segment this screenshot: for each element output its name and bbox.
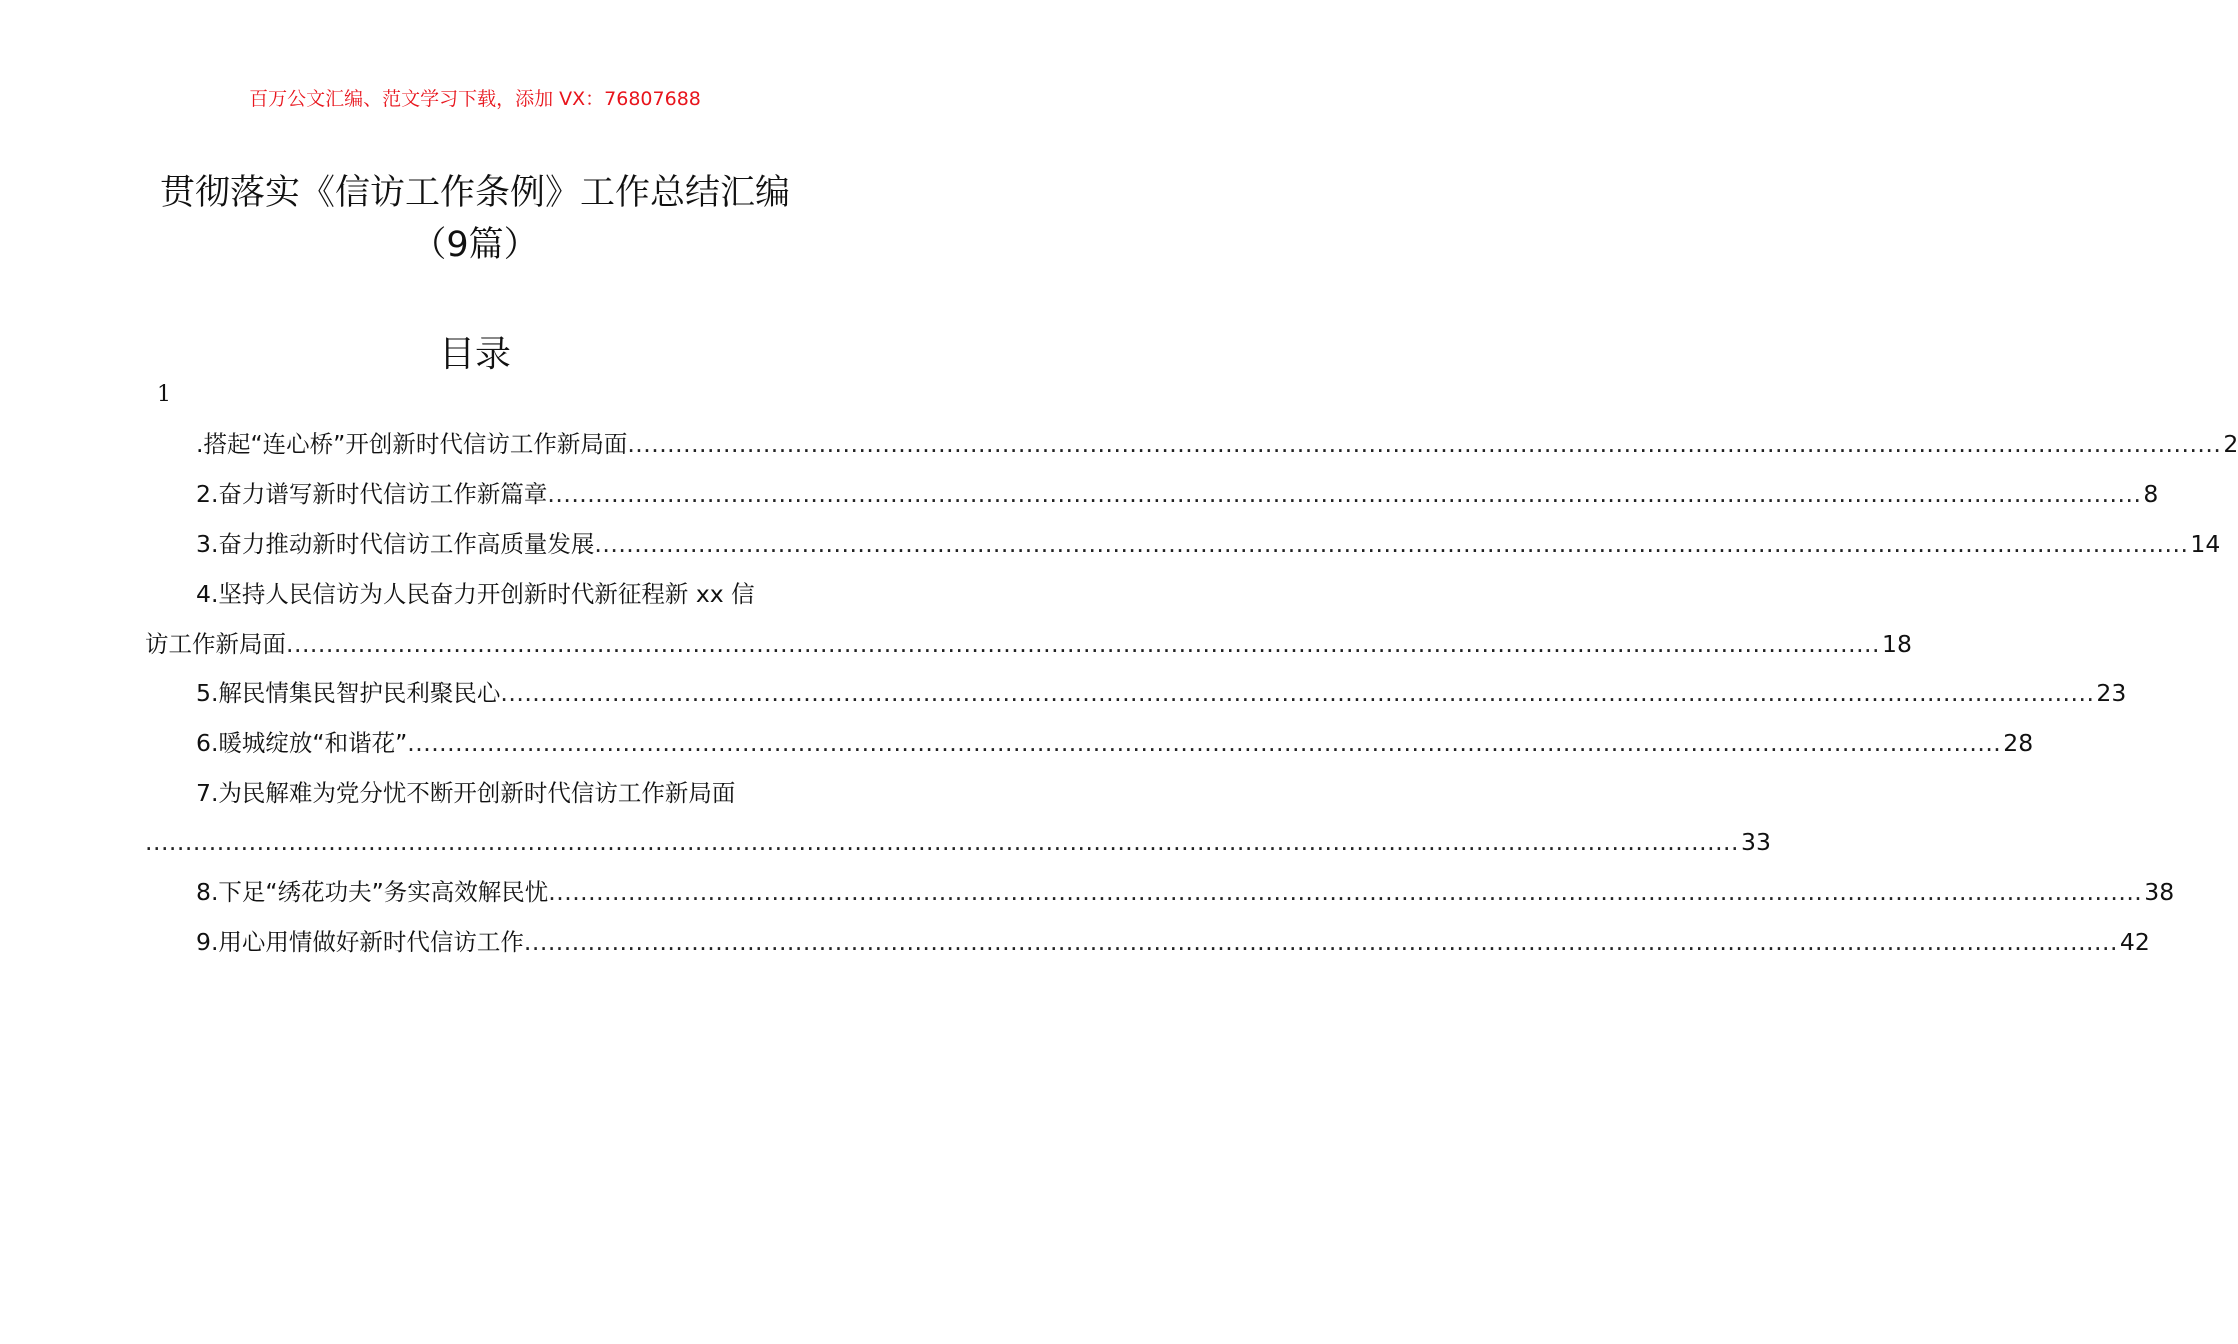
document-title-count: （9篇） (411, 225, 539, 265)
toc-entry-4[interactable] (196, 579, 805, 609)
toc-leader-dots: ........................................................................................................................................................................................................ (145, 828, 1739, 856)
toc-entry-4-continuation[interactable] (145, 629, 1912, 659)
toc-entry-page: 33 (1741, 828, 1771, 856)
toc-entry-title: 5.解民情集民智护民利聚民心 (196, 679, 501, 707)
toc-entry-6[interactable] (196, 728, 2034, 758)
toc-entry-title: 7.为民解难为党分忧不断开创新时代信访工作新局面 (196, 779, 736, 807)
toc-entry-1[interactable] (196, 429, 2238, 459)
toc-entry-title: 4.坚持人民信访为人民奋力开创新时代新征程新 xx 信 (196, 580, 755, 608)
toc-leader-dots: ........................................................................................................................................................................................................ (500, 679, 2095, 707)
toc-entry-title: .搭起“连心桥”开创新时代信访工作新局面 (196, 430, 628, 458)
toc-entry-8[interactable] (196, 877, 2175, 907)
toc-entry-title: 8.下足“绣花功夫”务实高效解民忧 (196, 878, 549, 906)
toc-entry-title-continuation: 访工作新局面 (145, 630, 286, 658)
toc-entry-page: 14 (2190, 530, 2221, 558)
toc-entry-page: 2 (2223, 430, 2238, 458)
toc-entry-title: 2.奋力谱写新时代信访工作新篇章 (196, 480, 548, 508)
toc-leader-dots: ........................................................................................................................................................................................................ (627, 430, 2222, 458)
toc-entry-page: 28 (2003, 729, 2034, 757)
toc-entry-title: 9.用心用情做好新时代信访工作 (196, 928, 524, 956)
toc-leader-dots: ........................................................................................................................................................................................................ (523, 928, 2118, 956)
toc-leader-dots: ........................................................................................................................................................................................................ (547, 480, 2142, 508)
document-title: 贯彻落实《信访工作条例》工作总结汇编 (159, 173, 790, 213)
toc-entry-page: 38 (2144, 878, 2175, 906)
toc-leader-dots: ........................................................................................................................................................................................................ (286, 630, 1880, 658)
toc-leader-dots: ........................................................................................................................................................................................................ (594, 530, 2189, 558)
toc-entry-page: 8 (2143, 480, 2159, 508)
toc-entry-7-continuation[interactable] (145, 827, 1771, 857)
header-banner: 百万公文汇编、范文学习下载，添加 VX：76807688 (249, 88, 701, 110)
toc-entry-3[interactable] (196, 529, 2221, 559)
toc-leader-dots: ........................................................................................................................................................................................................ (548, 878, 2143, 906)
toc-entry-7[interactable] (196, 778, 805, 808)
toc-entry-page: 23 (2096, 679, 2127, 707)
toc-entry-title: 6.暖城绽放“和谐花” (196, 729, 408, 757)
toc-entry-page: 42 (2119, 928, 2150, 956)
toc-heading: 目录 (438, 334, 511, 375)
toc-entry-9[interactable] (196, 927, 2150, 957)
toc-entry-5[interactable] (196, 678, 2127, 708)
toc-leader-dots: ........................................................................................................................................................................................................ (407, 729, 2002, 757)
stray-page-number: 1 (157, 382, 171, 407)
toc-entry-2[interactable] (196, 479, 2159, 509)
toc-entry-page: 18 (1882, 630, 1912, 658)
toc-entry-title: 3.奋力推动新时代信访工作高质量发展 (196, 530, 595, 558)
